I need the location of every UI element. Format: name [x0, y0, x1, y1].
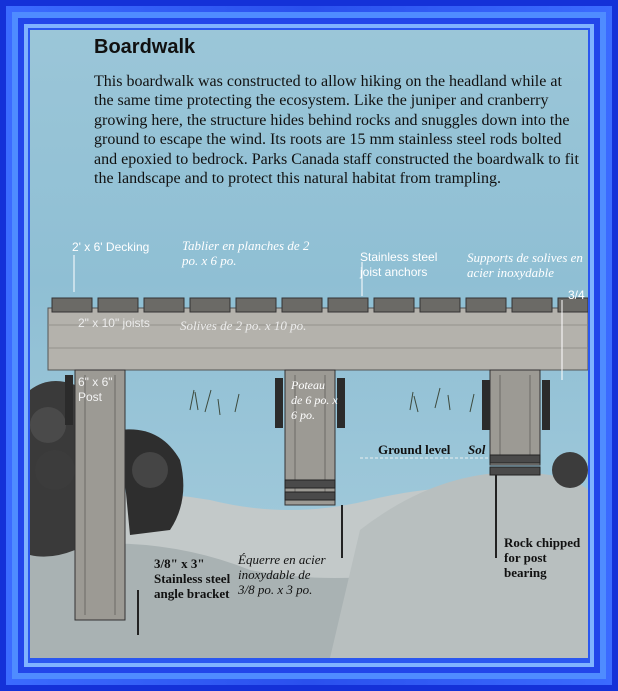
label-anchors-fr: Supports de solives en acier inoxydable: [467, 250, 583, 280]
label-anchors-en: Stainless steel joist anchors: [360, 250, 438, 279]
label-joists-fr: Solives de 2 po. x 10 po.: [180, 318, 307, 333]
sign-title: Boardwalk: [94, 36, 196, 58]
label-decking-fr: Tablier en planches de 2 po. x 6 po.: [182, 238, 310, 268]
label-joists-en: 2" x 10" joists: [78, 316, 150, 330]
label-ground-fr: Sol: [468, 442, 486, 457]
label-decking-en: 2' x 6' Decking: [72, 240, 150, 254]
label-bracket-en: 3/8" x 3" Stainless steel angle bracket: [154, 556, 231, 601]
label-ground-en: Ground level: [378, 442, 451, 457]
interpretive-sign: [30, 30, 588, 658]
label-rock-en: Rock chipped for post bearing: [504, 535, 581, 580]
label-post-fr: Poteau de 6 po. x 6 po.: [291, 378, 338, 422]
label-post-en: 6" x 6" Post: [78, 375, 113, 404]
sign-description: This boardwalk was constructed to allow hiking on the headland while at the same time protecting the ecosystem. Like the juniper and cranberry growing here, the structure hides behind rocks and snuggles down into the ground to escape the wind. Its roots are 15 mm stainless steel rods bolted and epoxied to bedrock. Parks Canada staff constructed the boardwalk to fit the landscape and to protect this natural habitat from trampling.: [94, 73, 579, 188]
label-bracket-fr: Équerre en acier inoxydable de 3/8 po. x 3 po.: [238, 552, 326, 597]
label-edge-fraction: 3/4: [568, 288, 585, 302]
